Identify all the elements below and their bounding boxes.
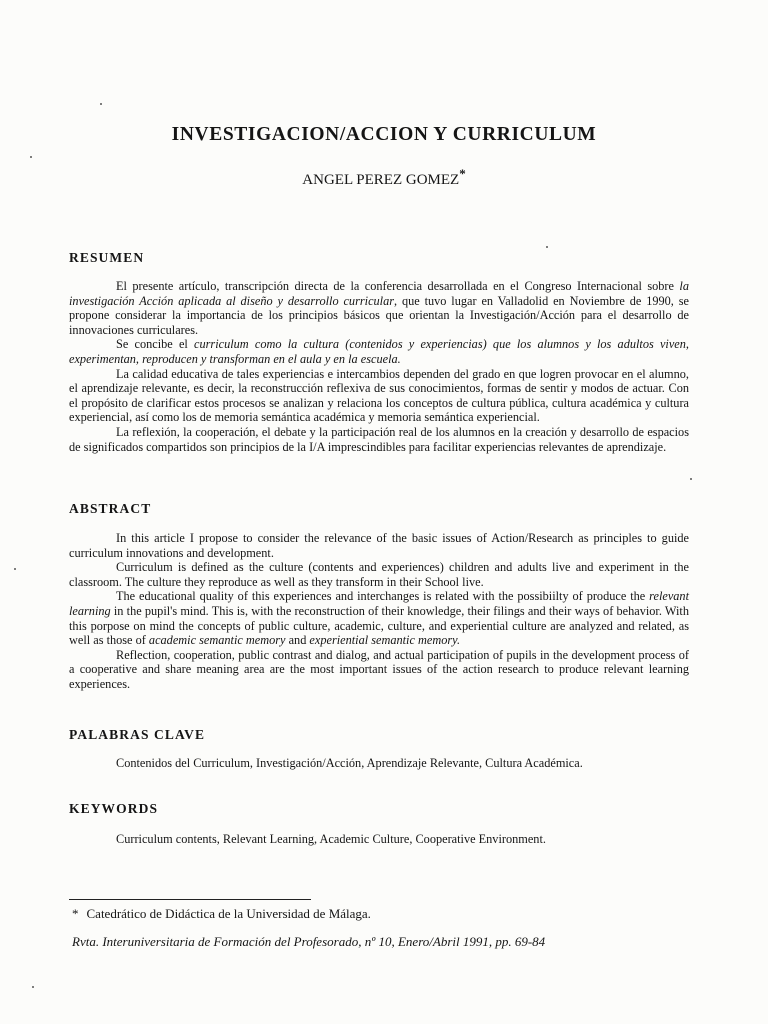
palabras-clave-heading: PALABRAS CLAVE [69,727,206,742]
resumen-body [69,279,689,454]
text-run: , que tuvo lugar en Valladolid en Noviembre de 1990, se propone considerar la importancia de los principios básicos que orientan la Investigación/Acción para el desarrollo de innovaciones curriculares. [69,293,689,337]
journal-citation: Rvta. Interuniversitaria de Formación del Profesorado, nº 10, Enero/Abril 1991, pp. 69-84 [72,934,546,949]
resumen-heading: RESUMEN [69,250,145,265]
resumen-paragraph [69,425,689,454]
text-run: Curriculum is defined as the culture (contents and experiences) children and adults live and experiment in the classroom. The culture they reproduce as well as they transform in their School live. [69,560,689,589]
footnote-rule [69,899,311,900]
resumen-paragraph [69,367,689,425]
author-footnote-mark: * [459,166,466,181]
abstract-paragraph [69,560,689,589]
text-run: El presente artículo, transcripción directa de la conferencia desarrollada en el Congreso Internacional sobre [116,279,680,293]
abstract-paragraph [69,589,689,647]
footnote [72,906,371,922]
palabras-clave-text [69,756,689,771]
article-title: INVESTIGACION/ACCION Y CURRICULUM [171,124,597,145]
text-run: in the pupil's mind. This is, with the reconstruction of their knowledge, their filings and their ways of behavior. With this porpose on mind the concepts of public culture, academic, culture, and experiential culture are analyzed and related, as well as those of [69,603,689,648]
scan-speck [32,986,34,988]
scan-speck [14,568,16,570]
abstract-heading: ABSTRACT [69,501,152,516]
author-line [0,166,768,189]
abstract-body [69,531,689,692]
resumen-paragraph [69,279,689,337]
keywords-heading: KEYWORDS [69,801,159,816]
abstract-paragraph [69,531,689,560]
author-name: ANGEL PEREZ GOMEZ [302,172,460,188]
italic-text: la investigación Acción aplicada al diseño y desarrollo curricular [69,279,689,308]
text-run: Reflection, cooperation, public contrast and dialog, and actual participation of pupils in the development process of a cooperative and share meaning area are the most important issues of the action research to produce relevant learning experiences. [69,647,689,691]
footnote-text: Catedrático de Didáctica de la Universidad de Málaga. [86,906,371,921]
scan-speck [546,246,548,248]
keywords-text [69,832,689,847]
italic-text: curriculum como la cultura (contenidos y experiencias) que los alumnos y los adultos viven, experimentan, reproducen y transforman en el aula y en la escuela. [69,337,689,366]
palabras-clave-list: Contenidos del Curriculum, Investigación/Acción, Aprendizaje Relevante, Cultura Académica. [116,756,583,770]
text-run: and [285,633,310,648]
text-run: The educational quality of this experiences and interchanges is related with the possibiilty of produce the [116,589,650,604]
italic-text: academic semantic memory [148,633,286,648]
footnote-mark: * [72,906,79,921]
text-run: Se concibe el [116,337,195,352]
italic-text: relevant learning [69,589,689,618]
scan-speck [100,103,102,105]
keywords-list: Curriculum contents, Relevant Learning, Academic Culture, Cooperative Environment. [116,832,546,846]
italic-text: experiential semantic memory. [309,633,461,648]
scan-speck [690,478,692,480]
abstract-paragraph [69,648,689,692]
text-run: La calidad educativa de tales experiencias e intercambios dependen del grado en que logren provocar en el alumno, el aprendizaje relevante, es decir, la reconstrucción reflexiva de sus conocimientos, formas de sentir y modos de actuar. Con el propósito de clarificar estos procesos se analizan y relaciona los conceptos de cultura pública, cultura académica y cultura experiencial, así como los de memoria semántica académica y memoria semántica experiencial. [69,366,689,425]
resumen-paragraph [69,337,689,366]
text-run: La reflexión, la cooperación, el debate y la participación real de los alumnos en la creación y desarrollo de espacios de significados compartidos son principios de la I/A imprescindibles para facilitar experiencias relevantes de aprendizaje. [69,424,689,454]
scan-speck [30,156,32,158]
text-run: In this article I propose to consider the relevance of the basic issues of Action/Research as principles to guide curriculum innovations and development. [69,531,689,560]
